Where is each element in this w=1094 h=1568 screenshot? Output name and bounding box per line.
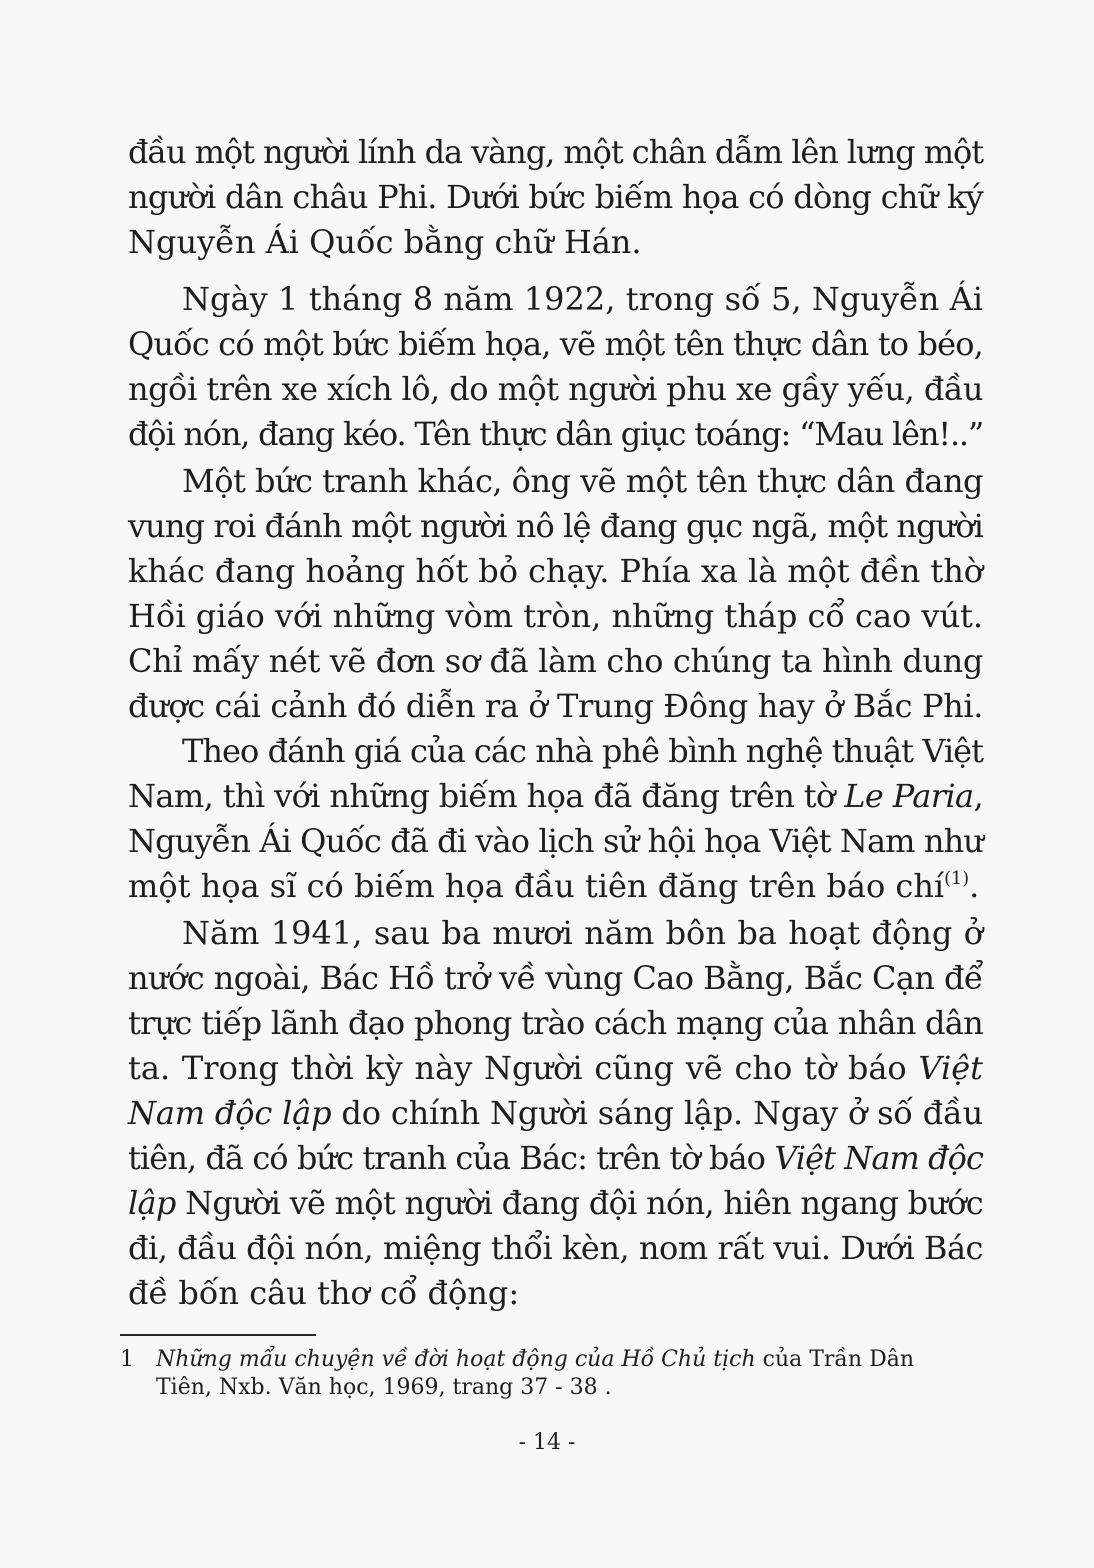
- footnote-line: [120, 1346, 980, 1374]
- text-line: Nguyễn Ái Quốc bằng chữ Hán.: [128, 223, 642, 261]
- text-line: Hồi giáo với những vòm tròn, những tháp cổ cao vút.: [128, 597, 984, 635]
- text-line: người dân châu Phi. Dưới bức biếm họa có dòng chữ ký: [128, 178, 984, 216]
- newspaper-title: lập: [128, 1184, 176, 1222]
- text-line: đội nón, đang kéo. Tên thực dân giục toáng: “Mau lên!..”: [128, 415, 984, 453]
- text-line: [128, 1046, 983, 1091]
- text-line: nước ngoài, Bác Hồ trở về vùng Cao Bằng, Bắc Cạn để: [128, 959, 984, 997]
- text-run: do chính Người sáng lập. Ngay ở số đầu: [331, 1094, 984, 1132]
- text-line: Quốc có một bức biếm họa, vẽ một tên thực dân to béo,: [128, 325, 984, 363]
- paragraph-3: [128, 459, 983, 729]
- text-run: .: [969, 867, 980, 905]
- text-line: ngồi trên xe xích lô, do một người phu xe gầy yếu, đầu: [128, 370, 983, 408]
- text-run: một họa sĩ có biếm họa đầu tiên đăng trên báo chí: [128, 867, 945, 905]
- text-run: ta. Trong thời kỳ này Người cũng vẽ cho tờ báo: [128, 1049, 919, 1087]
- text-line: đi, đầu đội nón, miệng thổi kèn, nom rất vui. Dưới Bác: [128, 1229, 984, 1267]
- footnote-divider: [120, 1334, 316, 1336]
- text-run: ,: [973, 777, 984, 815]
- text-line: đề bốn câu thơ cổ động:: [128, 1274, 520, 1312]
- footnote-book-title: Những mẩu chuyện về đời hoạt động của Hồ Chủ tịch: [156, 1347, 756, 1372]
- text-line: đầu một người lính da vàng, một chân dẫm lên lưng một: [128, 133, 984, 171]
- footnote: [120, 1346, 980, 1402]
- footnote-line: Tiên, Nxb. Văn học, 1969, trang 37 - 38 .: [156, 1375, 612, 1400]
- newspaper-title: Việt Nam độc: [774, 1139, 984, 1177]
- footnote-text: của Trần Dân: [755, 1347, 914, 1372]
- text-line: Theo đánh giá của các nhà phê bình nghệ thuật Việt: [182, 732, 984, 770]
- footnote-number: 1: [120, 1347, 134, 1372]
- text-run: Người vẽ một người đang đội nón, hiên ngang bước: [175, 1184, 984, 1222]
- text-line: Nguyễn Ái Quốc đã đi vào lịch sử hội họa Việt Nam như: [128, 822, 984, 860]
- text-line: [128, 864, 983, 909]
- text-line: [128, 1091, 983, 1136]
- text-line: Một bức tranh khác, ông vẽ một tên thực dân đang: [182, 462, 984, 500]
- text-line: Năm 1941, sau ba mươi năm bôn ba hoạt động ở: [182, 914, 983, 952]
- text-line: [128, 774, 983, 819]
- newspaper-title: Nam độc lập: [128, 1094, 332, 1132]
- newspaper-title: Việt: [918, 1049, 983, 1087]
- text-line: trực tiếp lãnh đạo phong trào cách mạng của nhân dân: [128, 1004, 984, 1042]
- newspaper-title: Le Paria: [844, 777, 974, 815]
- page-number: - 14 -: [518, 1430, 576, 1455]
- text-line: Ngày 1 tháng 8 năm 1922, trong số 5, Nguyễn Ái: [182, 280, 983, 318]
- text-line: Chỉ mấy nét vẽ đơn sơ đã làm cho chúng ta hình dung: [128, 642, 983, 680]
- text-run: Nam, thì với những biếm họa đã đăng trên tờ: [128, 777, 845, 815]
- text-line: được cái cảnh đó diễn ra ở Trung Đông hay ở Bắc Phi.: [128, 687, 984, 725]
- text-line: khác đang hoảng hốt bỏ chạy. Phía xa là một đền thờ: [128, 552, 984, 590]
- paragraph-2: [128, 277, 983, 457]
- paragraph-4: [128, 729, 983, 909]
- text-line: [128, 1181, 983, 1226]
- paragraph-5: [128, 911, 983, 1316]
- footnote-reference: (1): [944, 868, 970, 889]
- text-line: [128, 1136, 983, 1181]
- paragraph-1: [128, 130, 983, 265]
- text-line: vung roi đánh một người nô lệ đang gục ngã, một người: [128, 507, 984, 545]
- text-run: tiên, đã có bức tranh của Bác: trên tờ báo: [128, 1139, 775, 1177]
